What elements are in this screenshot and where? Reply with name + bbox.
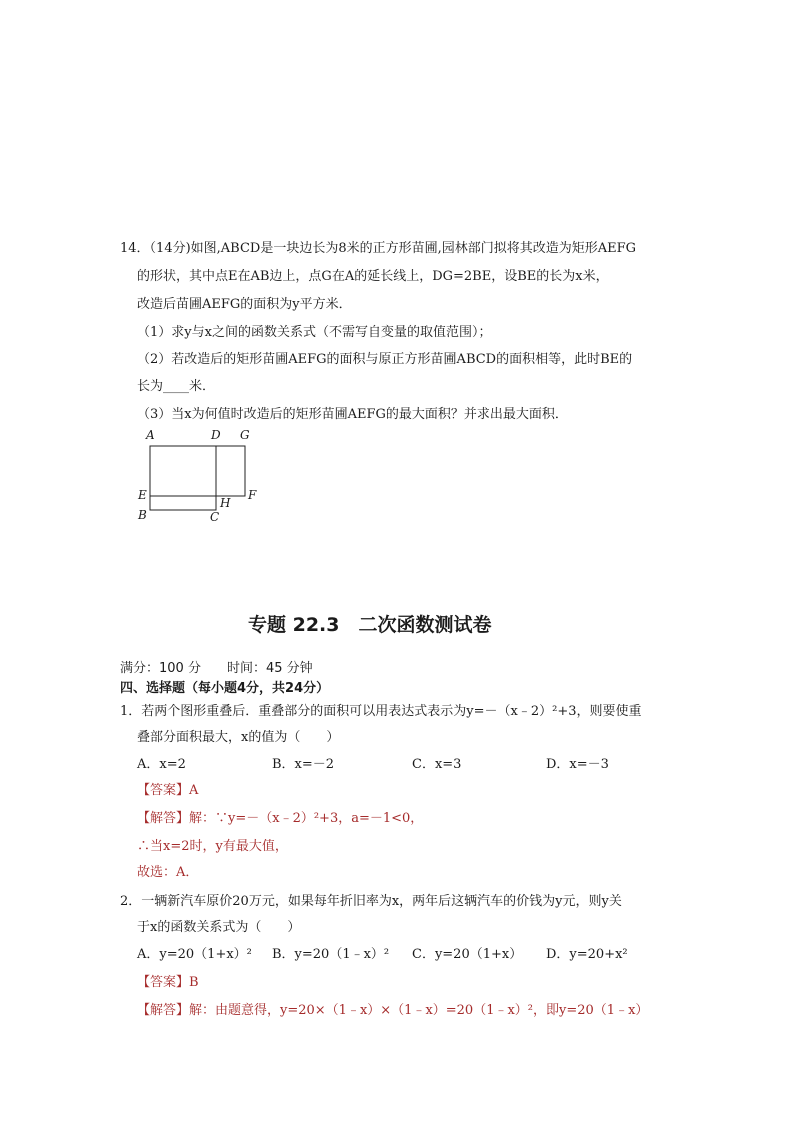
label-e: E <box>138 488 147 502</box>
q1-answer: 【答案】A <box>137 783 199 798</box>
label-a: A <box>146 428 155 442</box>
label-c: C <box>210 510 220 524</box>
q1-option-d: D．x=－3 <box>546 757 609 772</box>
label-f: F <box>248 488 257 502</box>
q14-part1: （1）求y与x之间的函数关系式（不需写自变量的取值范围）； <box>137 325 492 340</box>
q1-line2: 叠部分面积最大，x的值为（ ） <box>137 730 340 745</box>
q14-part2: （2）若改造后的矩形苗圃AEFG的面积与原正方形苗圃ABCD的面积相等，此时BE的 <box>137 352 633 367</box>
q2-option-a: A．y=20（1+x）² <box>137 947 252 962</box>
q1-option-c: C．x=3 <box>412 757 462 772</box>
q2-option-b: B．y=20（1﹣x）² <box>272 947 390 962</box>
label-h: H <box>220 496 231 510</box>
q14-figure <box>136 428 266 528</box>
q2-option-c: C．y=20（1+x） <box>412 947 523 962</box>
q2-line2: 于x的函数关系式为（ ） <box>137 920 301 935</box>
label-g: G <box>240 428 250 442</box>
label-b: B <box>138 508 147 522</box>
q1-solution-line2: ∴当x=2时，y有最大值， <box>137 839 288 854</box>
q2-line1: 2．一辆新汽车原价20万元，如果每年折旧率为x，两年后这辆汽车的价钱为y元，则y关 <box>120 894 622 909</box>
page-title: 专题 22.3 二次函数测试卷 <box>248 614 492 636</box>
q1-solution-line3: 故选：A． <box>137 865 199 880</box>
q2-option-d: D．y=20+x² <box>546 947 628 962</box>
q14-line2: 的形状，其中点E在AB边上，点G在A的延长线上，DG=2BE，设BE的长为x米， <box>137 269 609 284</box>
q1-line1: 1．若两个图形重叠后．重叠部分的面积可以用表达式表示为y=－（x﹣2）²+3，则要使重 <box>120 704 642 719</box>
q1-solution-line1: 【解答】解：∵y=－（x﹣2）²+3，a=－1<0， <box>137 811 424 826</box>
q14-part3: （3）当x为何值时改造后的矩形苗圃AEFG的最大面积？并求出最大面积． <box>137 407 568 422</box>
q14-line1: 14．（14分)如图,ABCD是一块边长为8米的正方形苗圃,园林部门拟将其改造为矩形AEFG <box>120 241 637 256</box>
q14-line3: 改造后苗圃AEFG的面积为y平方米． <box>137 297 352 312</box>
q2-answer: 【答案】B <box>137 975 199 990</box>
q1-option-b: B．x=－2 <box>272 757 335 772</box>
q1-option-a: A．x=2 <box>137 757 186 772</box>
q14-part2-cont: 长为____米． <box>137 379 216 394</box>
q2-solution-line1: 【解答】解：由题意得，y=20×（1﹣x）×（1﹣x）=20（1﹣x）²，即y=20（1﹣x） <box>137 1003 649 1018</box>
score-time: 满分：100 分 时间：45 分钟 <box>120 661 313 676</box>
label-d: D <box>211 428 221 442</box>
section-heading: 四、选择题（每小题4分，共24分） <box>120 681 330 696</box>
rectangle-diagram <box>136 428 266 528</box>
